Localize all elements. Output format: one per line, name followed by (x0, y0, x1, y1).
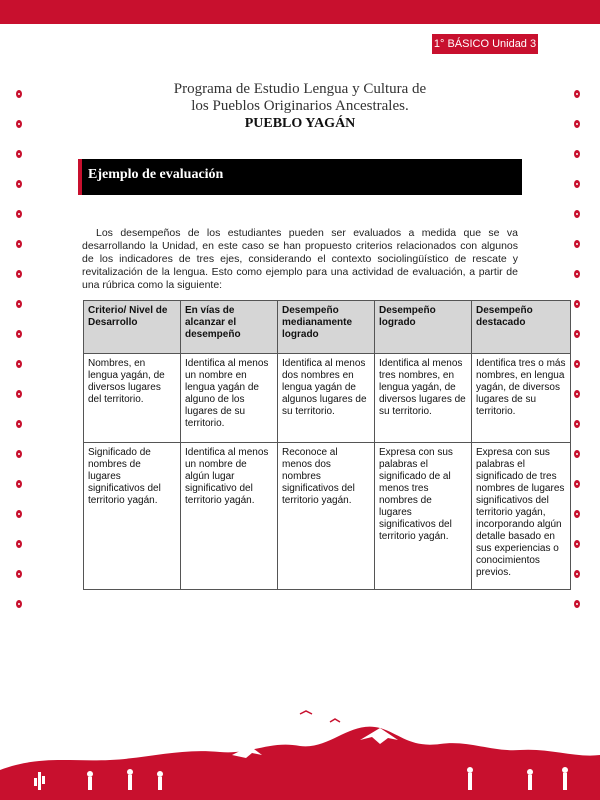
section-title: Ejemplo de evaluación (88, 167, 224, 182)
table-cell: Expresa con sus palabras el significado de al menos tres nombres de lugares significativos del territorio yagán. (375, 443, 472, 590)
ornament-icon (574, 180, 580, 188)
ornament-icon (574, 210, 580, 218)
table-cell: Identifica al menos un nombre de algún lugar significativo del territorio yagán. (181, 443, 278, 590)
header-cell-level-3: Desempeño logrado (375, 301, 472, 354)
ornament-icon (16, 90, 22, 98)
footer-landscape-illustration (0, 700, 600, 800)
ornament-icon (574, 420, 580, 428)
ornament-icon (16, 600, 22, 608)
ornament-icon (16, 420, 22, 428)
ornament-icon (574, 270, 580, 278)
table-row (84, 443, 571, 590)
header-cell-level-1: En vías de alcanzar el desempeño (181, 301, 278, 354)
program-title-line-1: Programa de Estudio Lengua y Cultura de (173, 81, 427, 97)
ornament-icon (574, 360, 580, 368)
table-row (84, 354, 571, 443)
ornament-icon (16, 390, 22, 398)
rubric-table (83, 300, 571, 590)
ornament-icon (16, 330, 22, 338)
header-cell-criterion: Criterio/ Nivel de Desarrollo (84, 301, 181, 354)
ornament-icon (574, 240, 580, 248)
top-red-band (0, 0, 600, 24)
ornament-icon (16, 540, 22, 548)
ornament-icon (574, 510, 580, 518)
table-cell: Identifica al menos un nombre en lengua yagán de alguno de los lugares de su territorio. (181, 354, 278, 443)
ornament-icon (574, 150, 580, 158)
ornament-icon (16, 510, 22, 518)
ornament-icon (574, 120, 580, 128)
table-cell: Expresa con sus palabras el significado de tres nombres de lugares significativos del territorio yagán, incorporando algún detalle basado en sus experiencias o conocimientos previos. (472, 443, 571, 590)
ornament-icon (16, 450, 22, 458)
ornament-icon (16, 480, 22, 488)
left-margin-ornaments (16, 90, 26, 630)
table-cell: Identifica al menos tres nombres, en lengua yagán, de diversos lugares de su territorio. (375, 354, 472, 443)
ornament-icon (574, 390, 580, 398)
document-header (0, 81, 600, 132)
people-name: PUEBLO YAGÁN (244, 116, 356, 131)
section-title-bar (78, 159, 522, 195)
ornament-icon (16, 210, 22, 218)
ornament-icon (574, 300, 580, 308)
ornament-icon (574, 330, 580, 338)
ornament-icon (574, 600, 580, 608)
table-cell: Reconoce al menos dos nombres significativos del territorio yagán. (278, 443, 375, 590)
section-accent (78, 159, 82, 195)
ornament-icon (574, 540, 580, 548)
ornament-icon (574, 570, 580, 578)
rubric-header-row (84, 301, 571, 354)
ornament-icon (16, 300, 22, 308)
table-cell: Significado de nombres de lugares significativos del territorio yagán. (84, 443, 181, 590)
ornament-icon (16, 120, 22, 128)
table-cell: Nombres, en lengua yagán, de diversos lugares del territorio. (84, 354, 181, 443)
table-cell: Identifica tres o más nombres, en lengua yagán, de diversos lugares de su territorio. (472, 354, 571, 443)
ornament-icon (16, 240, 22, 248)
right-margin-ornaments (574, 90, 584, 630)
header-cell-level-2: Desempeño medianamente logrado (278, 301, 375, 354)
ornament-icon (574, 450, 580, 458)
ornament-icon (574, 480, 580, 488)
ornament-icon (16, 180, 22, 188)
table-cell: Identifica al menos dos nombres en lengua yagán de algunos lugares de su territorio. (278, 354, 375, 443)
ornament-icon (16, 570, 22, 578)
intro-paragraph: Los desempeños de los estudiantes pueden ser evaluados a medida que se va desarrollando la Unidad, en este caso se han propuesto criterios relacionados con algunos de los indicadores de tres ejes, considerando el contexto sociolingüístico de rescate y revitalización de la lengua. Esto como ejemplo para una actividad de evaluación, a partir de una rúbrica como la siguiente: (82, 227, 518, 291)
program-title-line-2: los Pueblos Originarios Ancestrales. (191, 98, 409, 114)
grade-unit-badge: 1° BÁSICO Unidad 3 (432, 34, 538, 54)
ornament-icon (16, 270, 22, 278)
ornament-icon (16, 360, 22, 368)
header-cell-level-4: Desempeño destacado (472, 301, 571, 354)
ornament-icon (574, 90, 580, 98)
ornament-icon (16, 150, 22, 158)
